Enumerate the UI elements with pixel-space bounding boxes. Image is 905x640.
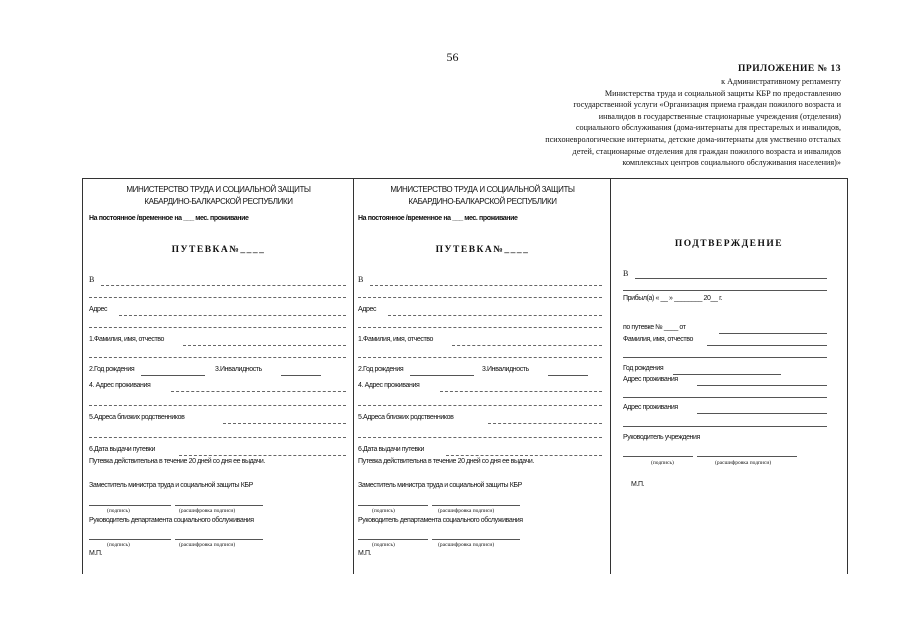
header-line: социального обслуживания (дома-интернаты для престарелых и инвалидов, (575, 123, 841, 133)
fio-label: 1.Фамилия, имя, отчество (89, 336, 164, 343)
transcript-caption: (расшифровка подписи) (179, 542, 236, 548)
by-voucher: по путевке № ____ от (623, 324, 686, 331)
header-line: Министерства труда и социальной защиты КБР по предоставлению (604, 88, 841, 98)
voucher-title: ПУТЕВКА№____ (435, 245, 530, 255)
header-line: детей, стационарные отделения для граждан пожилого возраста и инвалидов (572, 146, 841, 156)
transcript-caption: (расшифровка подписи) (715, 460, 772, 466)
deputy-minister: Заместитель министра труда и социальной защиты КБР (358, 482, 522, 489)
voucher-form (82, 178, 354, 574)
header-line: психоневрологические интернаты, детские дома-интернаты для умственно отсталых (545, 134, 841, 144)
birth-year-label: 2.Год рождения (89, 366, 135, 373)
appendix-header (421, 76, 841, 169)
transcript-caption: (расшифровка подписи) (438, 542, 495, 548)
signature-caption: (подпись) (107, 542, 130, 548)
fio-label: Фамилия, имя, отчество (623, 336, 693, 343)
issue-date-label: 6.Дата выдачи путевки (358, 446, 424, 453)
arrived-date: Прибыл(а) « __ » ________ 20__ г. (623, 295, 722, 302)
residence-address-label: Адрес проживания (623, 404, 678, 411)
disability-label: 3.Инвалидность (215, 366, 262, 373)
confirmation-title: ПОДТВЕРЖДЕНИЕ (674, 239, 784, 249)
ministry-line1: МИНИСТЕРСТВО ТРУДА И СОЦИАЛЬНОЙ ЗАЩИТЫ (390, 185, 575, 194)
fio-label: 1.Фамилия, имя, отчество (358, 336, 433, 343)
relatives-label: 5.Адреса близких родственников (89, 414, 185, 421)
voucher-title: ПУТЕВКА№____ (171, 245, 266, 255)
validity-text: Путевка действительна в течение 20 дней со дня ее выдачи. (358, 458, 534, 465)
signature-caption: (подпись) (372, 508, 395, 514)
birth-year-label: 2.Год рождения (358, 366, 404, 373)
department-head: Руководитель департамента социального обслуживания (89, 517, 254, 524)
signature-caption: (подпись) (651, 460, 674, 466)
confirmation-form (610, 178, 848, 574)
residence-address-label: 4. Адрес проживания (89, 382, 151, 389)
signature-caption: (подпись) (107, 508, 130, 514)
residence-address-label: Адрес проживания (623, 376, 678, 383)
department-head: Руководитель департамента социального обслуживания (358, 517, 523, 524)
transcript-caption: (расшифровка подписи) (179, 508, 236, 514)
deputy-minister: Заместитель министра труда и социальной защиты КБР (89, 482, 253, 489)
residence-type: На постоянное /временное на ___ мес. проживание (358, 215, 518, 222)
address-label: Адрес (89, 306, 108, 313)
ministry-line2: КАБАРДИНО-БАЛКАРСКОЙ РЕСПУБЛИКИ (408, 197, 557, 206)
stamp-place: М.П. (631, 481, 645, 488)
to-label: В (358, 275, 364, 284)
residence-address-label: 4. Адрес проживания (358, 382, 420, 389)
header-line: к Административному регламенту (721, 77, 841, 86)
residence-type: На постоянное /временное на ___ мес. проживание (89, 215, 249, 222)
validity-text: Путевка действительна в течение 20 дней со дня ее выдачи. (89, 458, 265, 465)
header-line: государственной услуги «Организация приема граждан пожилого возраста и (573, 100, 841, 110)
birth-year-label: Год рождения (623, 365, 664, 372)
stamp-place: М.П. (358, 550, 372, 557)
address-label: Адрес (358, 306, 377, 313)
transcript-caption: (расшифровка подписи) (438, 508, 495, 514)
appendix-title: ПРИЛОЖЕНИЕ № 13 (738, 64, 841, 74)
header-line: комплексных центров социального обслуживания населения)» (622, 158, 841, 168)
relatives-label: 5.Адреса близких родственников (358, 414, 454, 421)
voucher-copy-form (353, 178, 611, 574)
signature-caption: (подпись) (372, 542, 395, 548)
stamp-place: М.П. (89, 550, 103, 557)
page-number: 56 (446, 50, 459, 64)
to-label: В (623, 269, 629, 278)
institution-head: Руководитель учреждения (623, 434, 700, 441)
ministry-line1: МИНИСТЕРСТВО ТРУДА И СОЦИАЛЬНОЙ ЗАЩИТЫ (126, 185, 311, 194)
ministry-line2: КАБАРДИНО-БАЛКАРСКОЙ РЕСПУБЛИКИ (144, 197, 293, 206)
disability-label: 3.Инвалидность (482, 366, 529, 373)
header-line: инвалидов в государственные стационарные учреждения (отделения) (598, 111, 841, 121)
to-label: В (89, 275, 95, 284)
issue-date-label: 6.Дата выдачи путевки (89, 446, 155, 453)
